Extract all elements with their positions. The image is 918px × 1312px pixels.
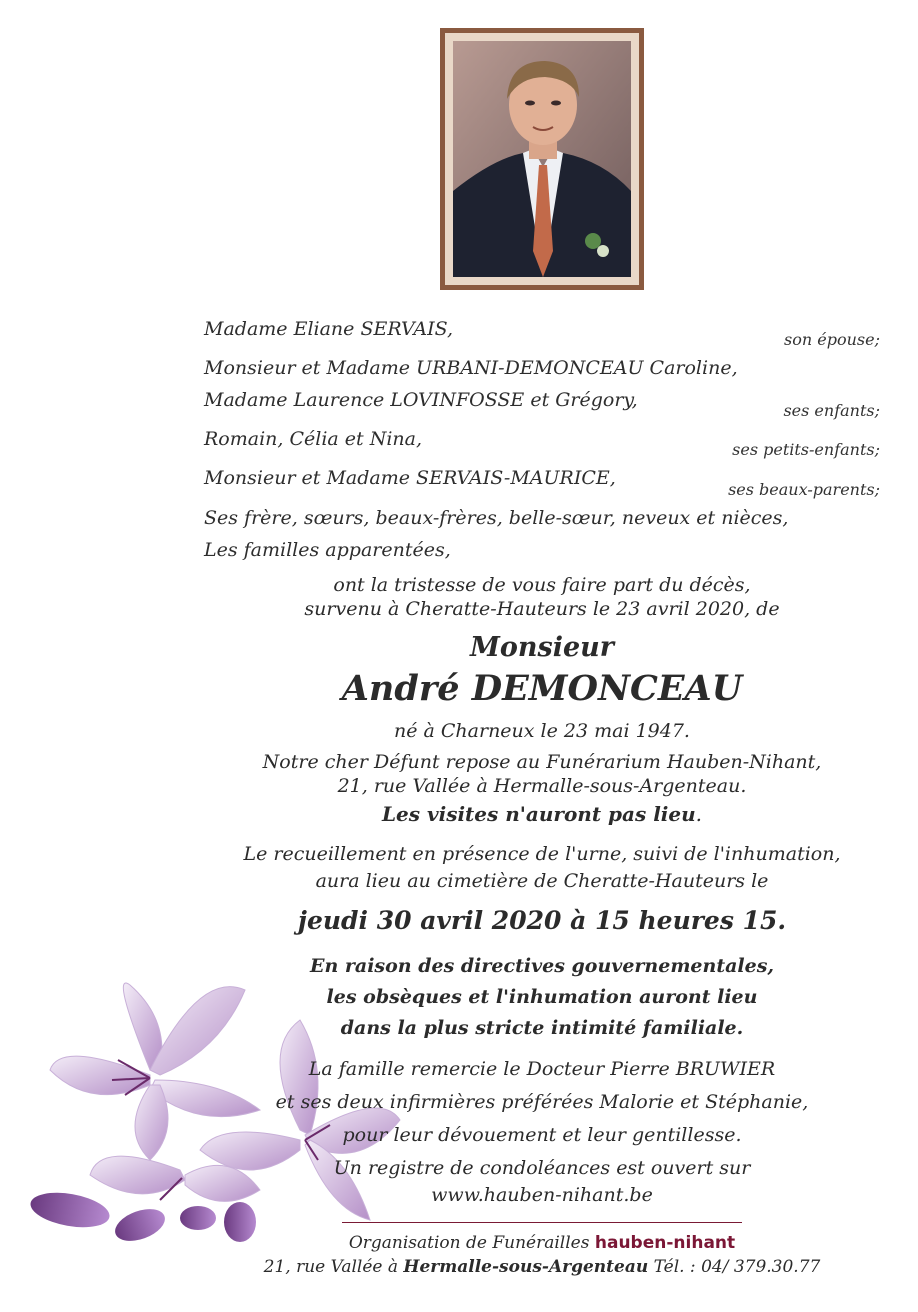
birth-info: né à Charneux le 23 mai 1947. [394,720,690,742]
footer-city: Hermalle-sous-Argenteau [403,1257,649,1277]
relation-in-laws: ses beaux-parents; [728,480,880,499]
notice-line-3: dans la plus stricte intimité familiale. [340,1017,744,1039]
announcement-line-2: survenu à Cheratte-Hauteurs le 23 avril 2020, de [304,598,780,620]
visits-notice [200,802,884,826]
family-line-4: Romain, Célia et Nina, [204,428,423,450]
thanks-line-3: pour leur dévouement et leur gentillesse. [342,1124,742,1146]
rest-line-2: 21, rue Vallée à Hermalle-sous-Argenteau. [337,775,747,797]
relation-spouse: son épouse; [784,330,880,349]
relation-children: ses enfants; [783,401,880,420]
footer-org-text: Organisation de Funérailles [348,1233,590,1253]
ceremony-date: jeudi 30 avril 2020 à 15 heures 15. [297,906,787,935]
family-line-1: Madame Eliane SERVAIS, [204,318,453,340]
registry-url[interactable]: www.hauben-nihant.be [431,1184,653,1206]
relation-grandchildren: ses petits-enfants; [732,440,880,459]
family-line-3: Madame Laurence LOVINFOSSE et Grégory, [204,389,638,411]
brand-logo: hauben-nihant [594,1233,736,1253]
footer-phone: Tél. : 04/ 379.30.77 [653,1257,821,1277]
announcement-line-1: ont la tristesse de vous faire part du décès, [333,574,751,596]
portrait-photo [453,41,631,277]
thanks-line-2: et ses deux infirmières préférées Malorie et Stéphanie, [275,1091,809,1113]
portrait-photo-frame [440,28,644,290]
visits-period: . [695,802,703,826]
deceased-title: Monsieur [469,632,615,663]
notice-line-2: les obsèques et l'inhumation auront lieu [326,986,758,1008]
footer-divider [342,1222,742,1223]
registry-line: Un registre de condoléances est ouvert sur [333,1157,751,1179]
thanks-line-1: La famille remercie le Docteur Pierre BRUWIER [308,1058,776,1080]
deceased-name: André DEMONCEAU [341,668,743,709]
footer-organisation [200,1233,884,1253]
ceremony-line-1: Le recueillement en présence de l'urne, suivi de l'inhumation, [243,843,841,865]
family-line-2: Monsieur et Madame URBANI-DEMONCEAU Caroline, [204,357,738,379]
family-line-6: Ses frère, sœurs, beaux-frères, belle-sœur, neveux et nièces, [204,507,789,529]
rest-line-1: Notre cher Défunt repose au Funérarium Hauben-Nihant, [262,751,822,773]
notice-line-1: En raison des directives gouvernementales, [309,955,775,977]
footer-address-prefix: 21, rue Vallée à [263,1257,399,1277]
family-line-5: Monsieur et Madame SERVAIS-MAURICE, [204,467,616,489]
family-line-7: Les familles apparentées, [204,539,451,561]
footer-address [200,1257,884,1277]
ceremony-line-2: aura lieu au cimetière de Cheratte-Hauteurs le [315,870,769,892]
visits-text: Les visites n'auront pas lieu [381,802,696,826]
